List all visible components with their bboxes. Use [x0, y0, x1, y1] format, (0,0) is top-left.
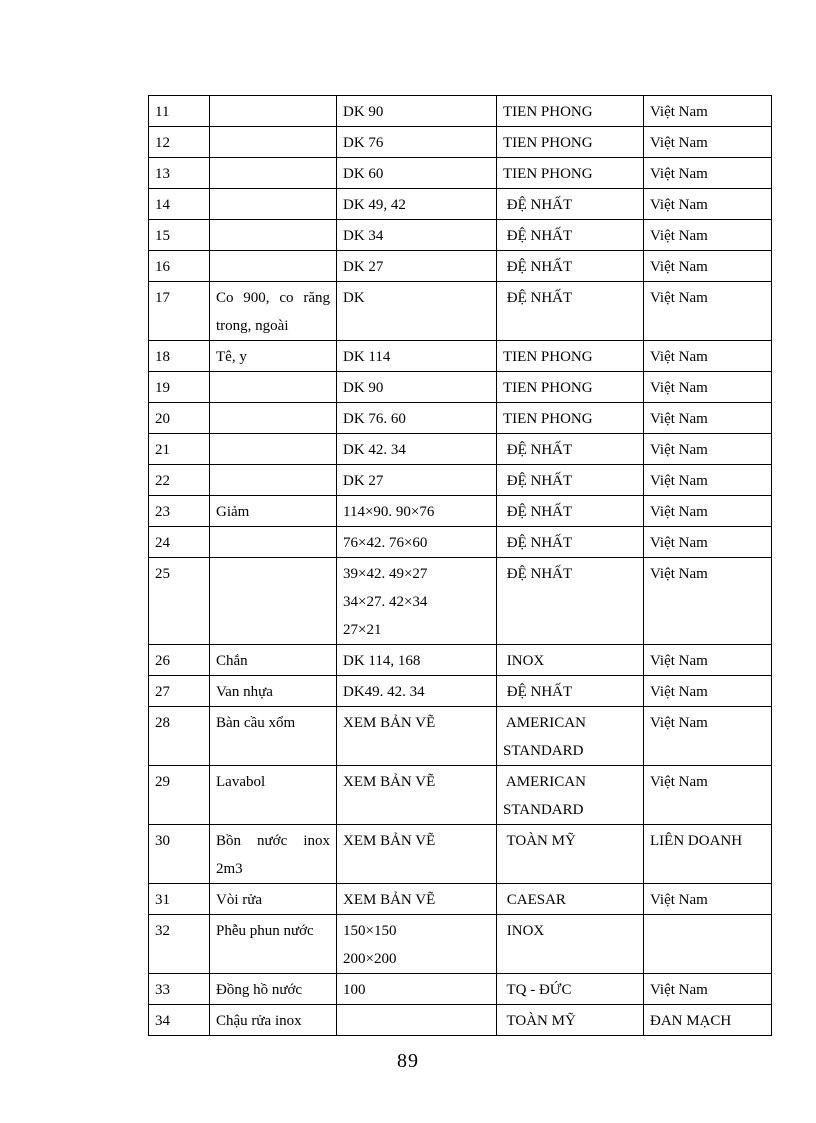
brand-line: CAESAR [503, 892, 566, 908]
item-origin: Việt Nam [644, 434, 772, 465]
item-origin: Việt Nam [644, 766, 772, 825]
row-number: 28 [149, 707, 210, 766]
item-spec [337, 341, 497, 372]
item-spec [337, 189, 497, 220]
spec-line: 114×90. 90×76 [343, 504, 435, 520]
spec-line: DK 42. 34 [343, 442, 406, 458]
brand-line: INOX [503, 653, 545, 669]
item-brand [497, 465, 644, 496]
row-number: 33 [149, 974, 210, 1005]
row-number: 21 [149, 434, 210, 465]
item-brand [497, 434, 644, 465]
spec-line: DK 90 [343, 104, 384, 120]
spec-line: 200×200 [343, 951, 397, 967]
item-origin: Việt Nam [644, 496, 772, 527]
spec-line: DK 34 [343, 228, 384, 244]
table-row [149, 558, 772, 645]
row-number: 29 [149, 766, 210, 825]
spec-line: 76×42. 76×60 [343, 535, 428, 551]
row-number: 22 [149, 465, 210, 496]
spec-line: XEM BẢN VẼ [343, 892, 436, 908]
brand-line: AMERICAN [503, 774, 586, 790]
item-origin: Việt Nam [644, 127, 772, 158]
item-brand [497, 915, 644, 974]
item-spec [337, 527, 497, 558]
item-spec [337, 127, 497, 158]
item-brand [497, 158, 644, 189]
item-name [210, 189, 337, 220]
item-spec [337, 645, 497, 676]
item-spec [337, 974, 497, 1005]
table-row [149, 1005, 772, 1036]
brand-line: ĐỆ NHẤT [503, 535, 573, 551]
item-name: Chậu rửa inox [210, 1005, 337, 1036]
item-origin: Việt Nam [644, 158, 772, 189]
brand-line: ĐỆ NHẤT [503, 228, 573, 244]
table-row [149, 496, 772, 527]
brand-line: ĐỆ NHẤT [503, 197, 573, 213]
brand-line: ĐỆ NHẤT [503, 442, 573, 458]
brand-line: TIEN PHONG [503, 380, 593, 396]
brand-line: ĐỆ NHẤT [503, 684, 573, 700]
item-brand [497, 372, 644, 403]
item-spec [337, 403, 497, 434]
item-brand [497, 645, 644, 676]
item-name: Lavabol [210, 766, 337, 825]
item-brand [497, 707, 644, 766]
spec-line: DK [343, 290, 365, 306]
spec-line: DK 90 [343, 380, 384, 396]
spec-line: 27×21 [343, 622, 382, 638]
brand-line: ĐỆ NHẤT [503, 259, 573, 275]
spec-line: DK 76 [343, 135, 384, 151]
item-name: Chắn [210, 645, 337, 676]
spec-line: XEM BẢN VẼ [343, 774, 436, 790]
item-origin: Việt Nam [644, 707, 772, 766]
spec-line: 39×42. 49×27 [343, 566, 428, 582]
item-spec [337, 1005, 497, 1036]
brand-line: TOÀN MỸ [503, 1013, 576, 1029]
item-name [210, 372, 337, 403]
row-number: 31 [149, 884, 210, 915]
brand-line: TQ - ĐỨC [503, 982, 572, 998]
item-brand [497, 403, 644, 434]
item-spec [337, 465, 497, 496]
table-row [149, 372, 772, 403]
brand-line: ĐỆ NHẤT [503, 566, 573, 582]
row-number: 13 [149, 158, 210, 189]
item-name: Đồng hồ nước [210, 974, 337, 1005]
item-brand [497, 527, 644, 558]
item-origin: Việt Nam [644, 372, 772, 403]
spec-line: DK 76. 60 [343, 411, 406, 427]
item-brand [497, 127, 644, 158]
brand-line: TOÀN MỸ [503, 833, 576, 849]
spec-line: 150×150 [343, 923, 397, 939]
item-origin [644, 915, 772, 974]
table-row [149, 766, 772, 825]
item-spec [337, 372, 497, 403]
spec-line: 34×27. 42×34 [343, 594, 428, 610]
spec-line: DK 27 [343, 473, 384, 489]
item-spec [337, 884, 497, 915]
row-number: 26 [149, 645, 210, 676]
table-row [149, 707, 772, 766]
table-row [149, 915, 772, 974]
item-name [210, 558, 337, 645]
item-origin: Việt Nam [644, 189, 772, 220]
table-row [149, 189, 772, 220]
item-name: Bàn cầu xổm [210, 707, 337, 766]
item-brand [497, 1005, 644, 1036]
item-spec [337, 707, 497, 766]
spec-line: DK 49, 42 [343, 197, 406, 213]
item-brand [497, 96, 644, 127]
table-row [149, 465, 772, 496]
table-row [149, 158, 772, 189]
item-spec [337, 282, 497, 341]
item-origin: Việt Nam [644, 884, 772, 915]
table-row [149, 974, 772, 1005]
row-number: 24 [149, 527, 210, 558]
table-row [149, 220, 772, 251]
row-number: 18 [149, 341, 210, 372]
item-name: Phễu phun nước [210, 915, 337, 974]
spec-line: DK 27 [343, 259, 384, 275]
table-row [149, 403, 772, 434]
item-origin: Việt Nam [644, 251, 772, 282]
brand-line: TIEN PHONG [503, 349, 593, 365]
equipment-table [148, 95, 772, 1036]
row-number: 30 [149, 825, 210, 884]
row-number: 11 [149, 96, 210, 127]
item-name [210, 434, 337, 465]
item-brand [497, 766, 644, 825]
item-spec [337, 96, 497, 127]
item-brand [497, 282, 644, 341]
item-name [210, 251, 337, 282]
item-name [210, 158, 337, 189]
item-name [210, 465, 337, 496]
item-name: Vòi rửa [210, 884, 337, 915]
item-spec [337, 825, 497, 884]
item-origin: Việt Nam [644, 341, 772, 372]
brand-line: TIEN PHONG [503, 411, 593, 427]
brand-line: STANDARD [503, 802, 584, 818]
item-name [210, 127, 337, 158]
row-number: 23 [149, 496, 210, 527]
item-name: Van nhựa [210, 676, 337, 707]
item-origin: Việt Nam [644, 465, 772, 496]
item-origin: ĐAN MẠCH [644, 1005, 772, 1036]
brand-line: ĐỆ NHẤT [503, 290, 573, 306]
row-number: 27 [149, 676, 210, 707]
item-brand [497, 189, 644, 220]
item-origin: Việt Nam [644, 220, 772, 251]
brand-line: TIEN PHONG [503, 166, 593, 182]
table-row [149, 527, 772, 558]
item-origin: LIÊN DOANH [644, 825, 772, 884]
item-spec [337, 158, 497, 189]
brand-line: AMERICAN [503, 715, 586, 731]
brand-line: INOX [503, 923, 545, 939]
item-brand [497, 558, 644, 645]
item-brand [497, 884, 644, 915]
item-name [210, 403, 337, 434]
table-row [149, 96, 772, 127]
item-origin: Việt Nam [644, 676, 772, 707]
item-brand [497, 496, 644, 527]
item-origin: Việt Nam [644, 527, 772, 558]
row-number: 20 [149, 403, 210, 434]
item-spec [337, 676, 497, 707]
brand-line: TIEN PHONG [503, 135, 593, 151]
brand-line: STANDARD [503, 743, 584, 759]
item-spec [337, 915, 497, 974]
item-name: Giảm [210, 496, 337, 527]
item-name [210, 220, 337, 251]
item-brand [497, 220, 644, 251]
spec-line: DK 114, 168 [343, 653, 421, 669]
table-row [149, 251, 772, 282]
row-number: 19 [149, 372, 210, 403]
item-spec [337, 558, 497, 645]
table-row [149, 434, 772, 465]
spec-line: XEM BẢN VẼ [343, 715, 436, 731]
item-origin: Việt Nam [644, 558, 772, 645]
spec-line: XEM BẢN VẼ [343, 833, 436, 849]
item-origin: Việt Nam [644, 282, 772, 341]
table-body [149, 96, 772, 1036]
row-number: 12 [149, 127, 210, 158]
row-number: 17 [149, 282, 210, 341]
brand-line: ĐỆ NHẤT [503, 504, 573, 520]
row-number: 32 [149, 915, 210, 974]
brand-line: TIEN PHONG [503, 104, 593, 120]
row-number: 25 [149, 558, 210, 645]
item-name [210, 96, 337, 127]
item-brand [497, 825, 644, 884]
table-row [149, 282, 772, 341]
row-number: 34 [149, 1005, 210, 1036]
item-spec [337, 766, 497, 825]
table-row [149, 884, 772, 915]
table-row [149, 127, 772, 158]
table-row [149, 341, 772, 372]
table-row [149, 645, 772, 676]
item-origin: Việt Nam [644, 403, 772, 434]
item-name: Tê, y [210, 341, 337, 372]
item-name: Bồn nước inox 2m3 [210, 825, 337, 884]
item-name [210, 527, 337, 558]
item-brand [497, 341, 644, 372]
spec-line: DK 60 [343, 166, 384, 182]
brand-line: ĐỆ NHẤT [503, 473, 573, 489]
spec-line: DK49. 42. 34 [343, 684, 425, 700]
item-brand [497, 676, 644, 707]
item-origin: Việt Nam [644, 645, 772, 676]
item-origin: Việt Nam [644, 96, 772, 127]
item-origin: Việt Nam [644, 974, 772, 1005]
row-number: 14 [149, 189, 210, 220]
item-spec [337, 434, 497, 465]
spec-line: DK 114 [343, 349, 391, 365]
item-spec [337, 251, 497, 282]
item-brand [497, 974, 644, 1005]
item-brand [497, 251, 644, 282]
item-spec [337, 220, 497, 251]
item-name: Co 900, co răng trong, ngoài [210, 282, 337, 341]
row-number: 15 [149, 220, 210, 251]
page-number: 89 [397, 1050, 419, 1072]
item-spec [337, 496, 497, 527]
row-number: 16 [149, 251, 210, 282]
spec-line: 100 [343, 982, 366, 998]
table-row [149, 676, 772, 707]
table-row [149, 825, 772, 884]
